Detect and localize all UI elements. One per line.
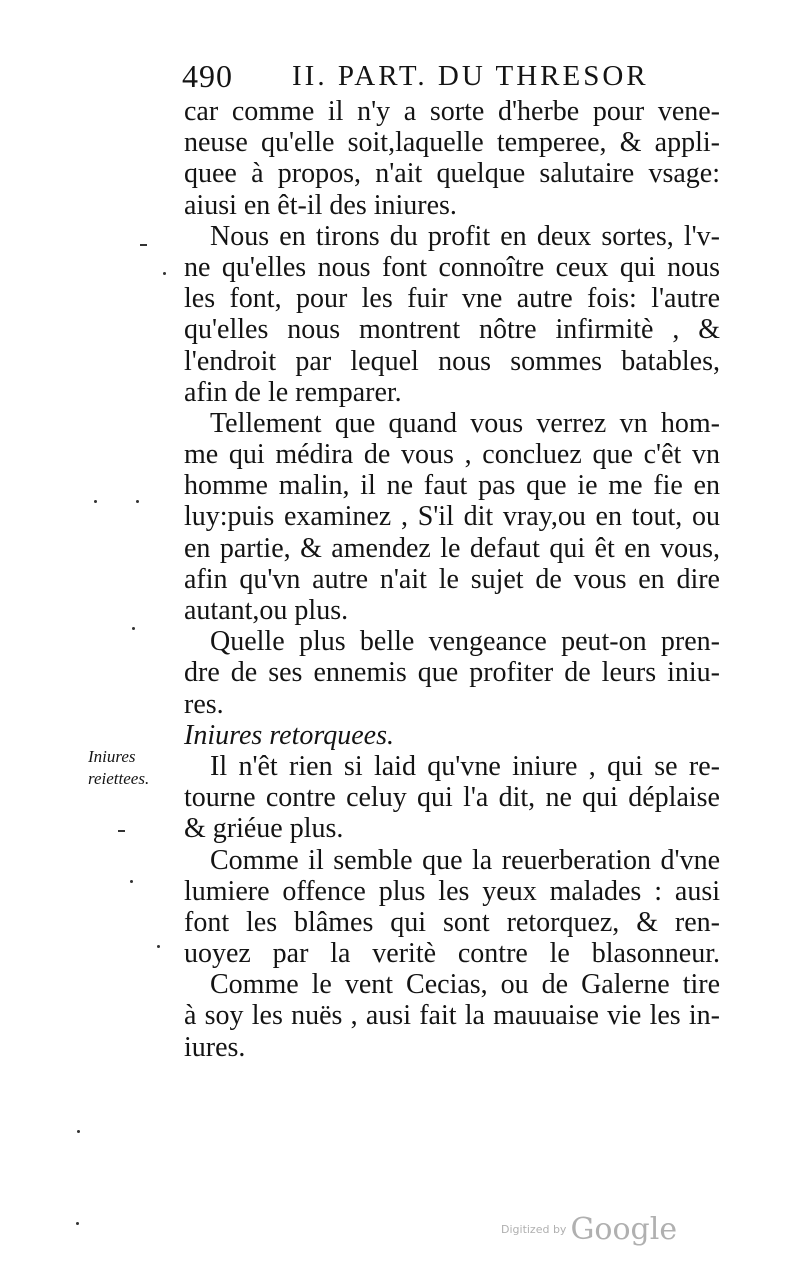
text-line: tourne contre celuy qui l'a dit, ne qui déplaise [184, 782, 720, 814]
text-line: qu'elles nous montrent nôtre infirmitè , & [184, 314, 720, 346]
text-line: Comme le vent Cecias, ou de Galerne tire [210, 969, 720, 1001]
text-line: uoyez par la veritè contre le blasonneur. [184, 938, 720, 970]
ink-speck [94, 500, 97, 503]
text-line: Quelle plus belle vengeance peut-on pren- [210, 626, 720, 658]
text-line: en partie, & amendez le defaut qui êt en vous, [184, 532, 720, 564]
text-line: & griéue plus. [184, 813, 344, 845]
text-line: car comme il n'y a sorte d'herbe pour vene- [184, 96, 720, 127]
text-line: l'endroit par lequel nous sommes batables, [184, 345, 720, 377]
page-number: 490 [182, 58, 233, 94]
text-line: afin de le remparer. [184, 376, 402, 408]
text-line: lumiere offence plus les yeux malades : ausi [184, 875, 720, 907]
text-line: Il n'êt rien si laid qu'vne iniure , qui se re- [210, 750, 720, 782]
text-line: autant,ou plus. [184, 595, 349, 626]
text-line: les font, pour les fuir vne autre fois: l'autre [184, 283, 720, 315]
margin-note-line: Iniures [88, 747, 136, 766]
text-line: ne qu'elles nous font connoître ceux qui nous [184, 251, 720, 283]
text-line: aiusi en êt-il des iniures. [184, 189, 457, 221]
ink-speck [157, 945, 160, 948]
ink-speck [140, 244, 147, 246]
text-line: dre de ses ennemis que profiter de leurs iniu- [184, 657, 720, 689]
text-line: luy:puis examinez , S'il dit vray,ou en tout, ou [184, 501, 720, 533]
ink-speck [77, 1130, 80, 1133]
text-line: à soy les nuës , ausi fait la mauuaise vie les in- [184, 1000, 720, 1032]
text-line: res. [184, 688, 224, 720]
google-wordmark: Google [570, 1212, 678, 1247]
margin-note [88, 746, 149, 790]
running-head: II. PART. DU THRESOR [292, 60, 649, 92]
text-line: Nous en tirons du profit en deux sortes, l'v- [210, 220, 720, 252]
text-line: Tellement que quand vous verrez vn hom- [210, 407, 720, 439]
ink-speck [163, 272, 166, 275]
page-header [182, 58, 722, 98]
section-heading: Iniures retorquees. [184, 719, 394, 751]
ink-speck [118, 830, 125, 832]
text-line: iures. [184, 1031, 246, 1063]
text-line: afin qu'vn autre n'ait le sujet de vous en dire [184, 563, 720, 595]
watermark-prefix: Digitized by [501, 1223, 567, 1236]
margin-note-line: reiettees. [88, 769, 150, 788]
text-line: Comme il semble que la reuerberation d'vne [210, 844, 720, 876]
text-line: homme malin, il ne faut pas que ie me fie en [184, 470, 720, 502]
text-line: neuse qu'elle soit,laquelle temperee, & appli- [184, 127, 720, 159]
text-line: quee à propos, n'ait quelque salutaire vsage: [184, 158, 720, 190]
text-line: me qui médira de vous , concluez que c'êt vn [184, 439, 720, 471]
text-line: font les blâmes qui sont retorquez, & ren- [184, 906, 720, 938]
body-text [184, 96, 720, 1063]
ink-speck [130, 880, 133, 883]
digitized-watermark [501, 1212, 677, 1247]
ink-speck [76, 1222, 79, 1225]
ink-speck [132, 627, 135, 630]
ink-speck [136, 500, 139, 503]
